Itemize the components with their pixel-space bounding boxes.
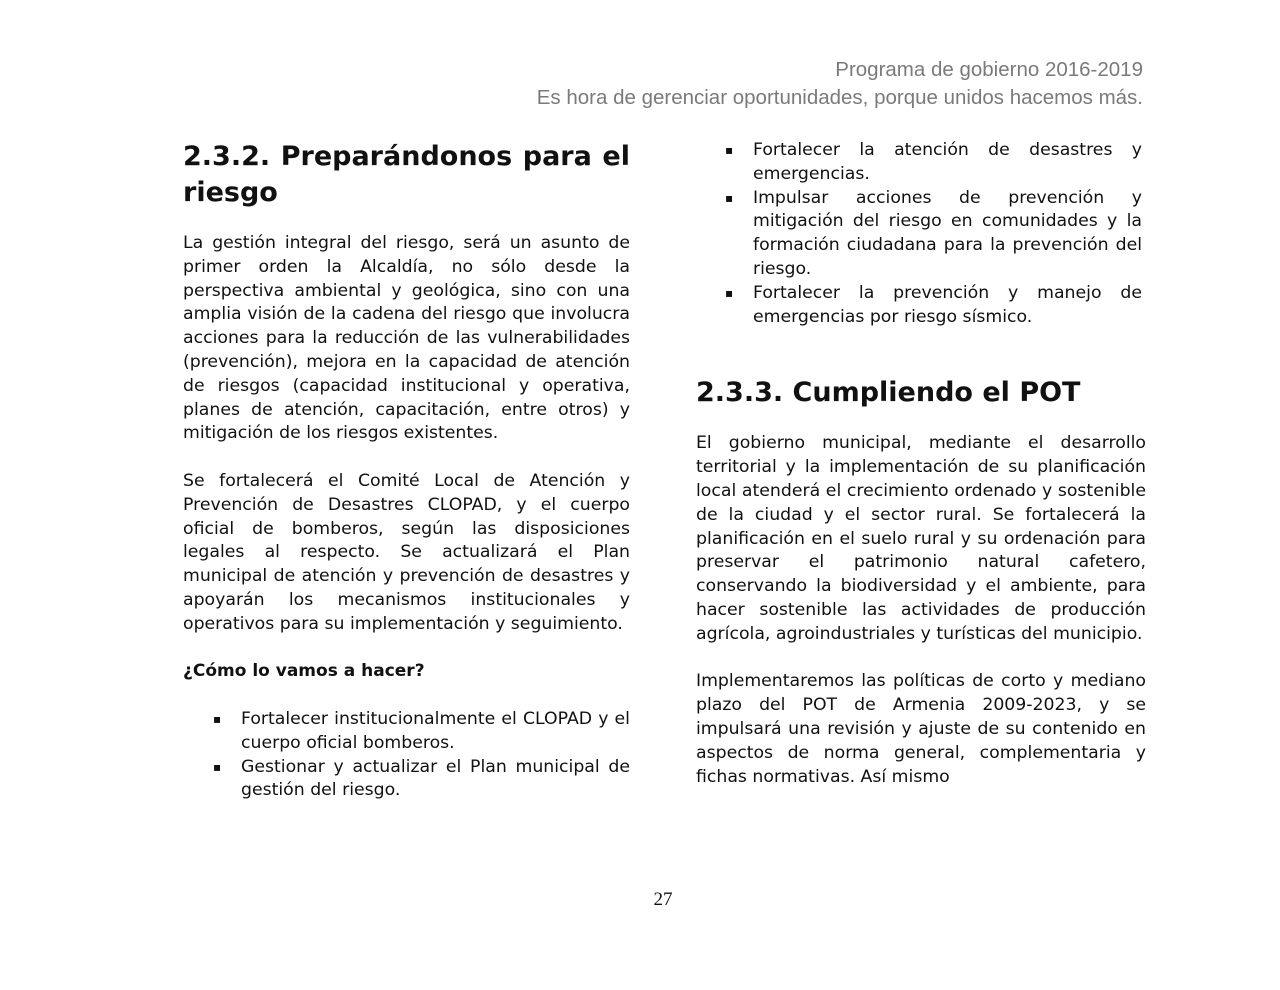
page-number: 27 — [653, 889, 673, 910]
subheading-how: ¿Cómo lo vamos a hacer? — [183, 661, 425, 682]
header-slogan: Es hora de gerenciar oportunidades, porque unidos hacemos más. — [536, 86, 1143, 109]
paragraph-clopad: Se fortalecerá el Comité Local de Atención y Prevención de Desastres CLOPAD, y el cuerpo oficial de bomberos, según las disposiciones legales al respecto. Se actualizará el Plan municipal de atención y prevención de desastres y apoyarán los mecanismos institucionales y operativos para su implementación y seguimiento. — [183, 470, 630, 634]
section-title-2-3-2: 2.3.2. Preparándonos para el riesgo — [183, 141, 630, 208]
running-header — [537, 56, 1143, 112]
bullet-icon: ▪ — [725, 143, 734, 157]
list-item: ▪ Gestionar y actualizar el Plan municipal de gestión del riesgo. — [213, 756, 630, 801]
bullet-icon: ▪ — [213, 759, 222, 774]
list-item: ▪ Impulsar acciones de prevención y mitigación del riesgo en comunidades y la formación ciudadana para la prevención del riesgo. — [725, 187, 1142, 279]
left-column — [183, 130, 630, 803]
list-item: ▪ Fortalecer la atención de desastres y emergencias. — [725, 140, 1142, 184]
list-item: ▪ Fortalecer la prevención y manejo de emergencias por riesgo sísmico. — [725, 282, 1142, 327]
list-item: ▪ Fortalecer institucionalmente el CLOPAD y el cuerpo oficial bomberos. — [213, 708, 630, 753]
paragraph-risk-management: La gestión integral del riesgo, será un asunto de primer orden la Alcaldía, no sólo desde la perspectiva ambiental y geológica, sino con una amplia visión de la cadena del riesgo que involucra acciones para la reducción de las vulnerabilidades (prevención), mejora en la capacidad de atención de riesgos (capacidad institucional y operativa, planes de atención, capacitación, entre otros) y mitigación de los riesgos existentes. — [183, 233, 630, 444]
right-column — [696, 130, 1146, 789]
section-title-2-3-3: 2.3.3. Cumpliendo el POT — [696, 377, 1081, 409]
bullet-icon: ▪ — [213, 711, 222, 726]
paragraph-pot-policies: Implementaremos las políticas de corto y mediano plazo del POT de Armenia 2009-2023, y se impulsará una revisión y ajuste de su contenido en aspectos de norma general, complementaria y fichas normativas. Así mismo — [696, 671, 1146, 787]
bullet-icon: ▪ — [725, 190, 734, 205]
action-list-left — [213, 708, 630, 803]
paragraph-territorial-development: El gobierno municipal, mediante el desarrollo territorial y la implementación de su planificación local atenderá el crecimiento ordenado y sostenible de la ciudad y el sector rural. Se fortalecerá la planificación en el suelo rural y su ordenación para preservar el patrimonio natural cafetero, conservando la biodiversidad y el ambiente, para hacer sostenible las actividades de producción agrícola, agroindustriales y turísticas del municipio. — [696, 433, 1146, 644]
action-list-right — [725, 139, 1142, 329]
bullet-icon: ▪ — [725, 285, 734, 300]
header-program-title: Programa de gobierno 2016-2019 — [835, 58, 1143, 81]
